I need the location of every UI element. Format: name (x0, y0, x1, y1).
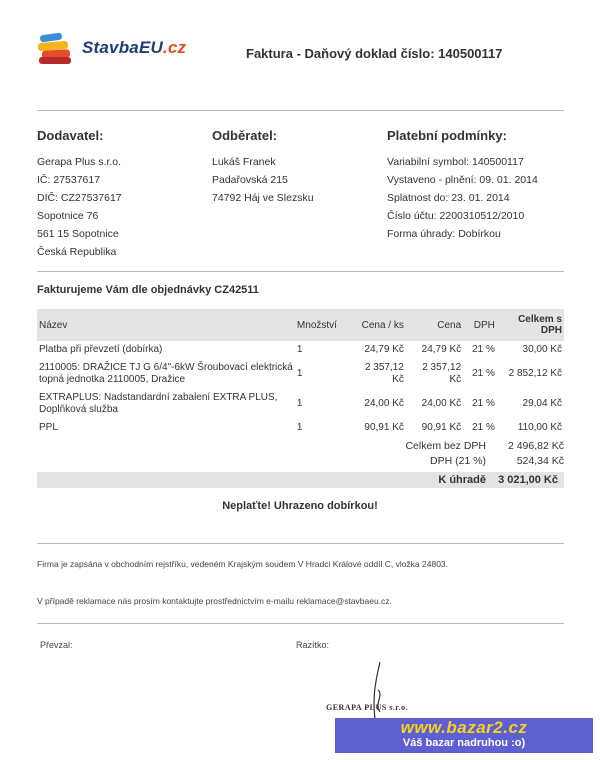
payment-line: Forma úhrady: Dobírkou (387, 228, 501, 240)
supplier-block (37, 127, 122, 261)
vat-label: DPH (21 %) (429, 455, 486, 467)
item-price: 2 357,12 Kč (422, 362, 462, 385)
item-vat: 21 % (472, 398, 495, 409)
item-unit-price: 2 357,12 Kč (364, 362, 404, 385)
watermark-url: www.bazar2.cz (400, 718, 528, 737)
item-unit-price: 90,91 Kč (364, 422, 404, 433)
item-total: 2 852,12 Kč (508, 368, 562, 379)
watermark-banner (335, 718, 593, 753)
divider (37, 623, 564, 624)
item-qty: 1 (296, 422, 303, 433)
payment-block (387, 127, 538, 243)
table-row (37, 359, 564, 389)
customer-line: Lukáš Franek (212, 156, 276, 168)
item-unit-price: 24,00 Kč (364, 398, 404, 409)
order-title: Fakturujeme Vám dle objednávky CZ42511 (37, 284, 259, 296)
watermark-tagline: Váš bazar nadruhou :o) (402, 737, 526, 749)
item-qty: 1 (296, 368, 303, 379)
item-name: EXTRAPLUS: Nadstandardní zabalení EXTRA PLUS, Doplňková služba (39, 392, 278, 415)
customer-line: 74792 Háj ve Slezsku (212, 192, 314, 204)
supplier-line: Gerapa Plus s.r.o. (37, 156, 122, 168)
table-header-row (37, 309, 564, 341)
due-value: 3 021,00 Kč (498, 474, 558, 486)
payment-line: Číslo účtu: 2200310512/2010 (387, 210, 525, 222)
supplier-line: 561 15 Sopotnice (37, 228, 119, 240)
item-price: 24,00 Kč (421, 398, 462, 409)
supplier-line: IČ: 27537617 (37, 174, 101, 186)
invoice-title: Faktura - Daňový doklad číslo: 140500117 (246, 46, 503, 61)
item-price: 24,79 Kč (421, 344, 462, 355)
items-table (37, 309, 564, 437)
item-qty: 1 (296, 398, 303, 409)
col-qty: Množství (295, 309, 349, 341)
item-qty: 1 (296, 344, 303, 355)
supplier-heading: Dodavatel: (37, 128, 104, 143)
net-value: 2 496,82 Kč (507, 440, 564, 452)
item-vat: 21 % (472, 368, 495, 379)
summary-vat (364, 454, 564, 469)
customer-block (212, 127, 314, 207)
paid-note: Neplaťte! Uhrazeno dobírkou! (222, 500, 378, 512)
complaint-note: V případě reklamace nás prosím kontaktujte prostřednictvím e-mailu reklamace@stavbaeu.cz. (37, 596, 392, 606)
col-unit-price: Cena / ks (349, 309, 406, 341)
item-price: 90,91 Kč (421, 422, 462, 433)
item-name: Platba při převzetí (dobírka) (39, 344, 163, 355)
amount-due-bar (37, 472, 564, 488)
due-label: K úhradě (438, 474, 486, 486)
company-logo (38, 30, 186, 66)
summary-block (364, 439, 564, 469)
summary-net (364, 439, 564, 454)
payment-line: Variabilní symbol: 140500117 (387, 156, 524, 168)
net-label: Celkem bez DPH (405, 440, 486, 452)
col-vat: DPH (463, 309, 497, 341)
item-unit-price: 24,79 Kč (364, 344, 404, 355)
vat-value: 524,34 Kč (516, 455, 564, 467)
supplier-line: DIČ: CZ27537617 (37, 192, 122, 204)
item-name: 2110005: DRAŽICE TJ G 6/4"-6kW Šroubovací elektrická topná jednotka 2110005, Dražice (39, 362, 293, 385)
divider (37, 271, 564, 272)
item-total: 30,00 Kč (522, 344, 562, 355)
col-price: Cena (406, 309, 463, 341)
payment-line: Splatnost do: 23. 01. 2014 (387, 192, 510, 204)
logo-mark (38, 30, 76, 66)
company-stamp: GERAPA PLUS s.r.o. (326, 703, 409, 712)
registry-note: Firma je zapsána v obchodním rejstříku, vedeném Krajským soudem V Hradci Králové oddíl C, vložka 24803. (37, 559, 449, 569)
payment-line: Vystaveno - plnění: 09. 01. 2014 (387, 174, 538, 186)
customer-line: Padařovská 215 (212, 174, 288, 186)
col-total: Celkem s DPH (497, 309, 564, 341)
divider (37, 110, 564, 111)
item-total: 110,00 Kč (517, 422, 562, 433)
item-name: PPL (39, 422, 58, 433)
supplier-line: Česká Republika (37, 246, 117, 258)
table-row (37, 419, 564, 437)
customer-heading: Odběratel: (212, 128, 278, 143)
col-name: Název (37, 309, 295, 341)
logo-text: StavbaEU.cz (82, 38, 187, 57)
stamp-label: Razítko: (296, 640, 330, 650)
divider (37, 543, 564, 544)
payment-heading: Platební podmínky: (387, 128, 507, 143)
table-row (37, 389, 564, 419)
received-by-label: Převzal: (40, 640, 73, 650)
supplier-line: Sopotnice 76 (37, 210, 99, 222)
item-total: 29,04 Kč (522, 398, 562, 409)
table-row (37, 341, 564, 359)
item-vat: 21 % (472, 344, 495, 355)
item-vat: 21 % (472, 422, 495, 433)
